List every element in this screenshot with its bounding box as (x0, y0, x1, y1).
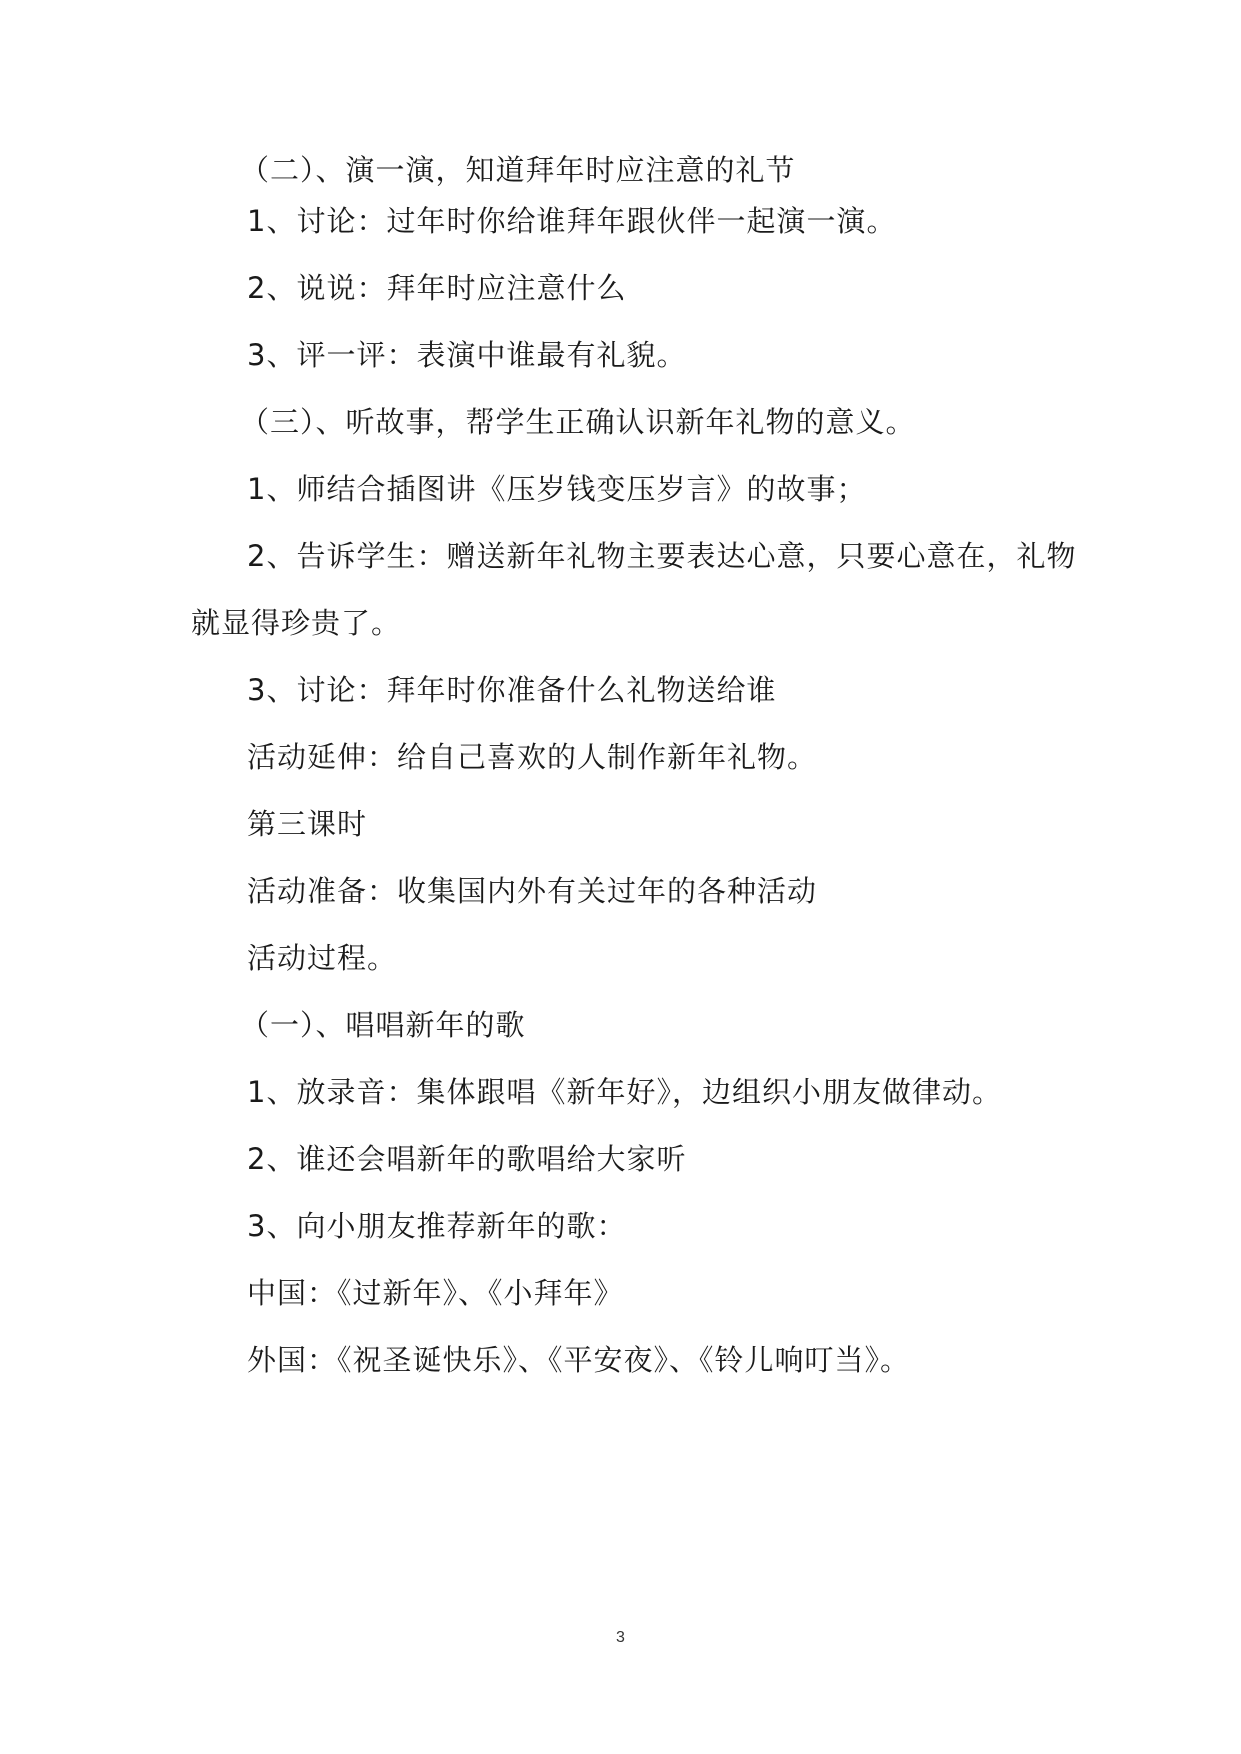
paragraph-line: 2、谁还会唱新年的歌唱给大家听 (247, 1142, 687, 1176)
section-heading-two: （二）、演一演，知道拜年时应注意的礼节 (240, 153, 796, 187)
paragraph-line: 外国：《祝圣诞快乐》、《平安夜》、《铃儿响叮当》。 (247, 1343, 911, 1377)
paragraph-line: 1、师结合插图讲《压岁钱变压岁言》的故事； (247, 472, 867, 506)
paragraph-line: 3、讨论：拜年时你准备什么礼物送给谁 (247, 673, 777, 707)
section-heading-one: （一）、唱唱新年的歌 (240, 1008, 526, 1042)
paragraph-line: 1、讨论：过年时你给谁拜年跟伙伴一起演一演。 (247, 204, 897, 238)
paragraph-line: 活动准备：收集国内外有关过年的各种活动 (247, 874, 818, 908)
paragraph-line: 中国：《过新年》、《小拜年》 (247, 1276, 624, 1310)
page-number: 3 (616, 1629, 625, 1646)
paragraph-line: 活动过程。 (247, 941, 398, 975)
lesson-heading: 第三课时 (247, 807, 368, 841)
paragraph-line: 2、告诉学生：赠送新年礼物主要表达心意，只要心意在，礼物 (247, 539, 1077, 573)
paragraph-line: 3、向小朋友推荐新年的歌： (247, 1209, 627, 1243)
paragraph-line-continued: 就显得珍贵了。 (191, 606, 402, 640)
paragraph-line: 1、放录音：集体跟唱《新年好》，边组织小朋友做律动。 (247, 1075, 1002, 1109)
paragraph-line: 3、评一评：表演中谁最有礼貌。 (247, 338, 687, 372)
paragraph-line: 2、说说：拜年时应注意什么 (247, 271, 627, 305)
section-heading-three: （三）、听故事，帮学生正确认识新年礼物的意义。 (240, 405, 916, 439)
paragraph-line: 活动延伸：给自己喜欢的人制作新年礼物。 (247, 740, 818, 774)
